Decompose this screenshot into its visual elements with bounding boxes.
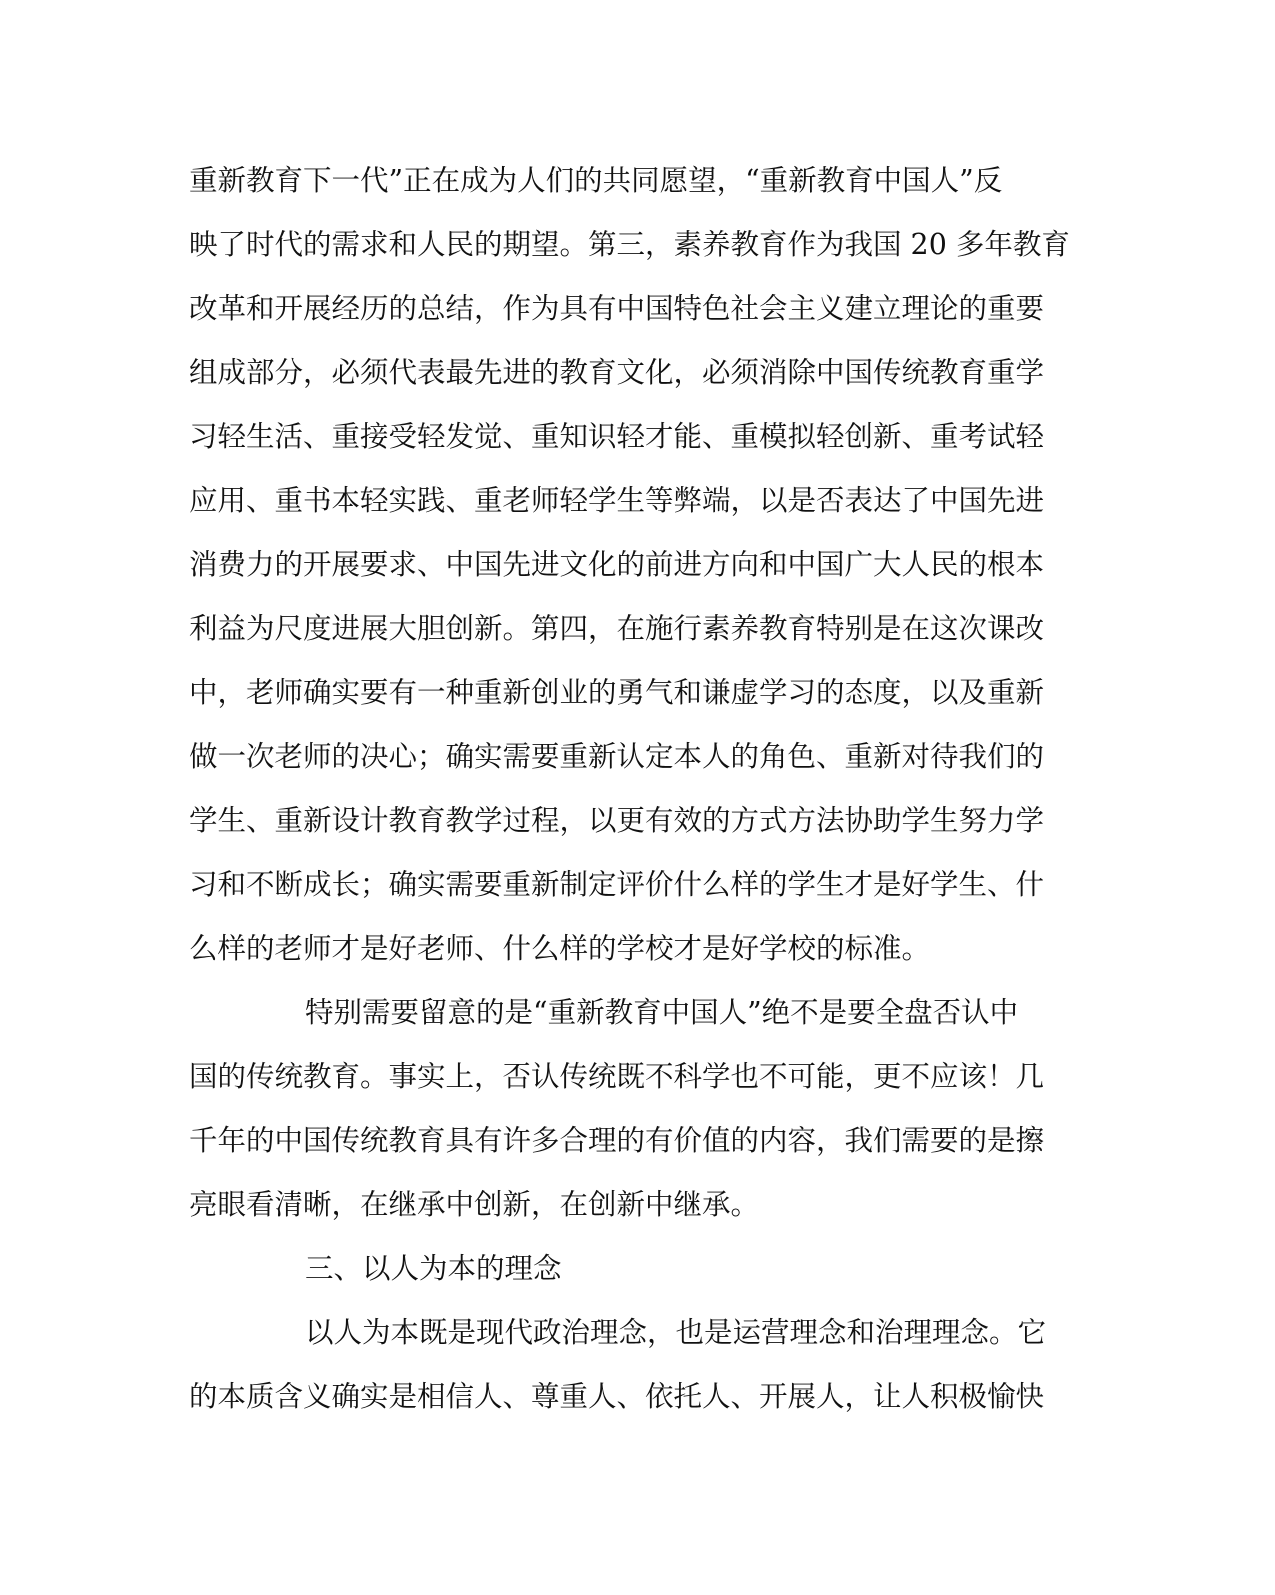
text-line: 的本质含义确实是相信人、尊重人、依托人、开展人，让人积极愉快 xyxy=(189,1380,1045,1413)
text-line: 国的传统教育。事实上，否认传统既不科学也不可能，更不应该！几 xyxy=(189,1060,1045,1093)
text-line: 以人为本既是现代政治理念，也是运营理念和治理理念。它 xyxy=(305,1316,1047,1349)
text-line: 么样的老师才是好老师、什么样的学校才是好学校的标准。 xyxy=(189,932,931,965)
text-line: 中，老师确实要有一种重新创业的勇气和谦虚学习的态度，以及重新 xyxy=(189,676,1045,709)
text-line: 特别需要留意的是“重新教育中国人”绝不是要全盘否认中 xyxy=(305,996,1019,1029)
text-line: 改革和开展经历的总结，作为具有中国特色社会主义建立理论的重要 xyxy=(189,292,1045,325)
text-line: 应用、重书本轻实践、重老师轻学生等弊端，以是否表达了中国先进 xyxy=(189,484,1045,517)
text-line: 习轻生活、重接受轻发觉、重知识轻才能、重模拟轻创新、重考试轻 xyxy=(189,420,1045,453)
text-line: 组成部分，必须代表最先进的教育文化，必须消除中国传统教育重学 xyxy=(189,356,1045,389)
text-line: 千年的中国传统教育具有许多合理的有价值的内容，我们需要的是擦 xyxy=(189,1124,1045,1157)
text-line: 重新教育下一代”正在成为人们的共同愿望，“重新教育中国人”反 xyxy=(189,164,1003,197)
text-line: 学生、重新设计教育教学过程，以更有效的方式方法协助学生努力学 xyxy=(189,804,1045,837)
text-line: 习和不断成长；确实需要重新制定评价什么样的学生才是好学生、什 xyxy=(189,868,1045,901)
text-line: 映了时代的需求和人民的期望。第三，素养教育作为我国 20 多年教育 xyxy=(189,228,1070,261)
text-line: 利益为尺度进展大胆创新。第四，在施行素养教育特别是在这次课改 xyxy=(189,612,1045,645)
text-line: 消费力的开展要求、中国先进文化的前进方向和中国广大人民的根本 xyxy=(189,548,1045,581)
text-line: 亮眼看清晰，在继承中创新，在创新中继承。 xyxy=(189,1188,760,1221)
section-heading: 三、以人为本的理念 xyxy=(305,1252,562,1285)
text-line: 做一次老师的决心；确实需要重新认定本人的角色、重新对待我们的 xyxy=(189,740,1045,773)
